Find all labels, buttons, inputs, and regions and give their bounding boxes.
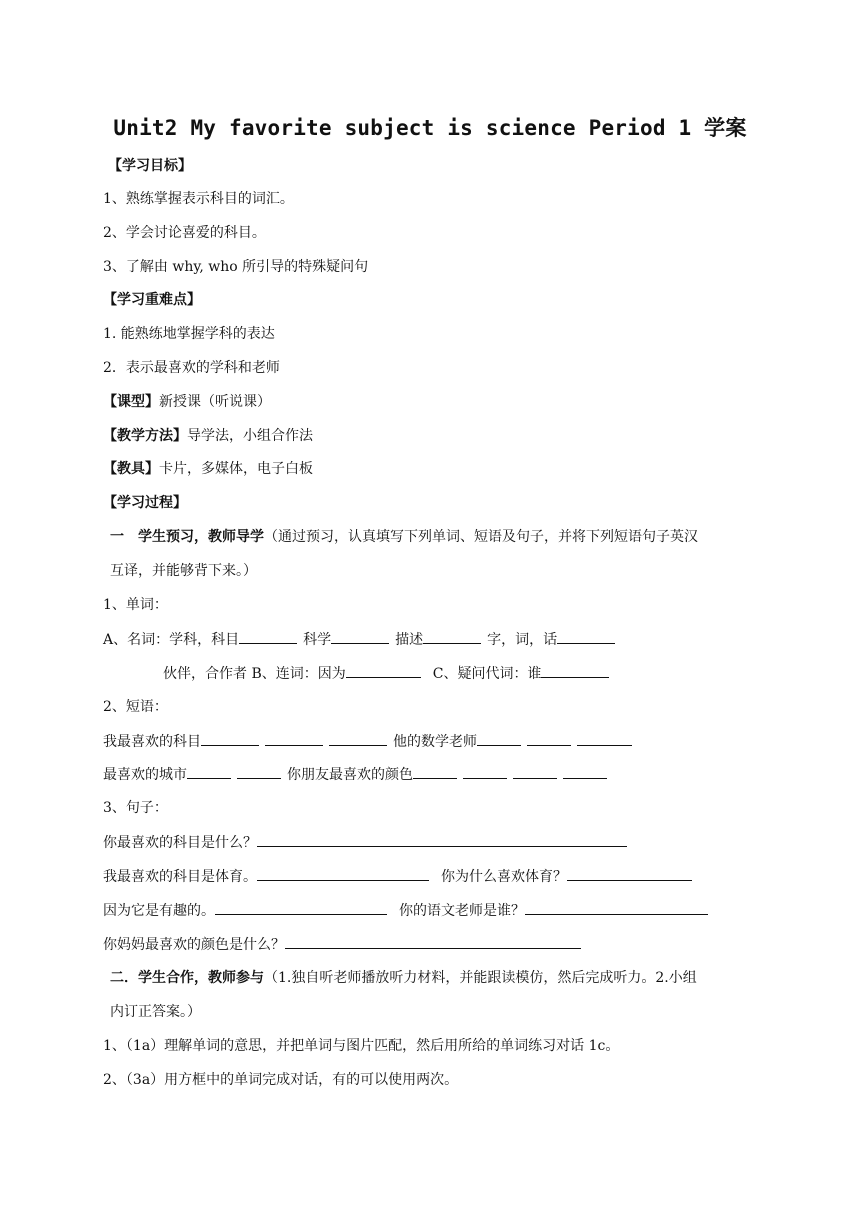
blank-field[interactable] [329,732,387,746]
blank-field[interactable] [257,867,429,881]
blank-field[interactable] [331,630,389,644]
blank-field[interactable] [557,630,615,644]
blank-field[interactable] [215,901,387,915]
phrase-label: 你朋友最喜欢的颜色 [287,767,413,783]
sentence-label: 你的语文老师是谁？ [399,903,525,919]
blank-field[interactable] [423,630,481,644]
blank-field[interactable] [257,833,627,847]
process-heading: 【学习过程】 [103,495,187,511]
teaching-tools-label: 【教具】 [103,461,159,477]
teaching-method [103,427,313,445]
blank-field[interactable] [237,765,281,779]
section2-heading: 二．学生合作，教师参与 [110,970,264,986]
lesson-type-value: 新授课（听说课） [159,394,271,410]
phrase-label: 最喜欢的城市 [103,767,187,783]
word-label: 字，词，话 [487,632,558,648]
objectives-heading: 【学习目标】 [108,158,192,174]
blank-field[interactable] [525,901,708,915]
section1-line1 [110,528,698,546]
partner-because-label: 伙伴，合作者 B、连词：因为 [163,666,346,682]
sentences-line2 [103,867,692,886]
difficulties-heading: 【学习重难点】 [103,292,201,308]
blank-field[interactable] [201,732,259,746]
sentences-line4 [103,935,581,954]
blank-field[interactable] [265,732,323,746]
blank-field[interactable] [513,765,557,779]
words-heading: 1、单词： [103,597,168,613]
blank-field[interactable] [463,765,507,779]
section2-line1 [110,969,697,987]
sentence-label: 因为它是有趣的。 [103,903,215,919]
blank-field[interactable] [239,630,297,644]
section1-note: （通过预习，认真填写下列单词、短语及句子，并将下列短语句子英汉 [264,529,698,545]
activity-item: 2、（3a）用方框中的单词完成对话，有的可以使用两次。 [103,1072,459,1088]
objective-item: 2、学会讨论喜爱的科目。 [103,225,266,241]
blank-field[interactable] [563,765,607,779]
sentences-line1 [103,833,627,852]
sentences-heading: 3、句子： [103,800,168,816]
teaching-tools [103,460,313,478]
phrases-line1 [103,732,632,751]
section2-note: （1.独自听老师播放听力材料，并能跟读模仿，然后完成听力。2.小组 [264,970,697,986]
teaching-method-value: 导学法，小组合作法 [187,428,313,444]
teaching-method-label: 【教学方法】 [103,428,187,444]
blank-field[interactable] [413,765,457,779]
blank-field[interactable] [577,732,632,746]
sentence-label: 你最喜欢的科目是什么？ [103,835,257,851]
blank-field[interactable] [285,935,581,949]
activity-item: 1、（1a）理解单词的意思，并把单词与图片匹配，然后用所给的单词练习对话 1c。 [103,1038,620,1054]
sentences-line3 [103,901,708,920]
difficulty-item: 1. 能熟练地掌握学科的表达 [103,326,275,342]
blank-field[interactable] [567,867,692,881]
blank-field[interactable] [187,765,231,779]
blank-field[interactable] [346,664,421,678]
section1-note-line2: 互译，并能够背下来。） [110,563,257,579]
noun-subject-label: A、名词：学科，科目 [103,632,240,648]
blank-field[interactable] [541,664,609,678]
sentence-label: 我最喜欢的科目是体育。 [103,869,257,885]
phrases-line2 [103,765,607,784]
science-label: 科学 [303,632,332,648]
words-line2 [163,664,609,683]
lesson-type-label: 【课型】 [103,394,159,410]
page-title: Unit2 My favorite subject is science Period 1 学案 [113,116,747,140]
sentence-label: 你妈妈最喜欢的颜色是什么？ [103,937,285,953]
blank-field[interactable] [477,732,521,746]
objective-item: 1、熟练掌握表示科目的词汇。 [103,191,294,207]
words-line1 [103,630,615,649]
phrase-label: 他的数学老师 [393,734,477,750]
lesson-type [103,393,271,411]
describe-label: 描述 [395,632,424,648]
phrases-heading: 2、短语： [103,699,168,715]
blank-field[interactable] [527,732,571,746]
phrase-label: 我最喜欢的科目 [103,734,201,750]
difficulty-item: 2．表示最喜欢的学科和老师 [103,360,280,376]
section2-note-line2: 内订正答案。） [110,1004,201,1020]
who-label: C、疑问代词：谁 [432,666,542,682]
objective-item: 3、了解由 why, who 所引导的特殊疑问句 [103,259,369,275]
sentence-label: 你为什么喜欢体育？ [441,869,567,885]
section1-heading: 一 学生预习，教师导学 [110,529,264,545]
teaching-tools-value: 卡片，多媒体，电子白板 [159,461,313,477]
